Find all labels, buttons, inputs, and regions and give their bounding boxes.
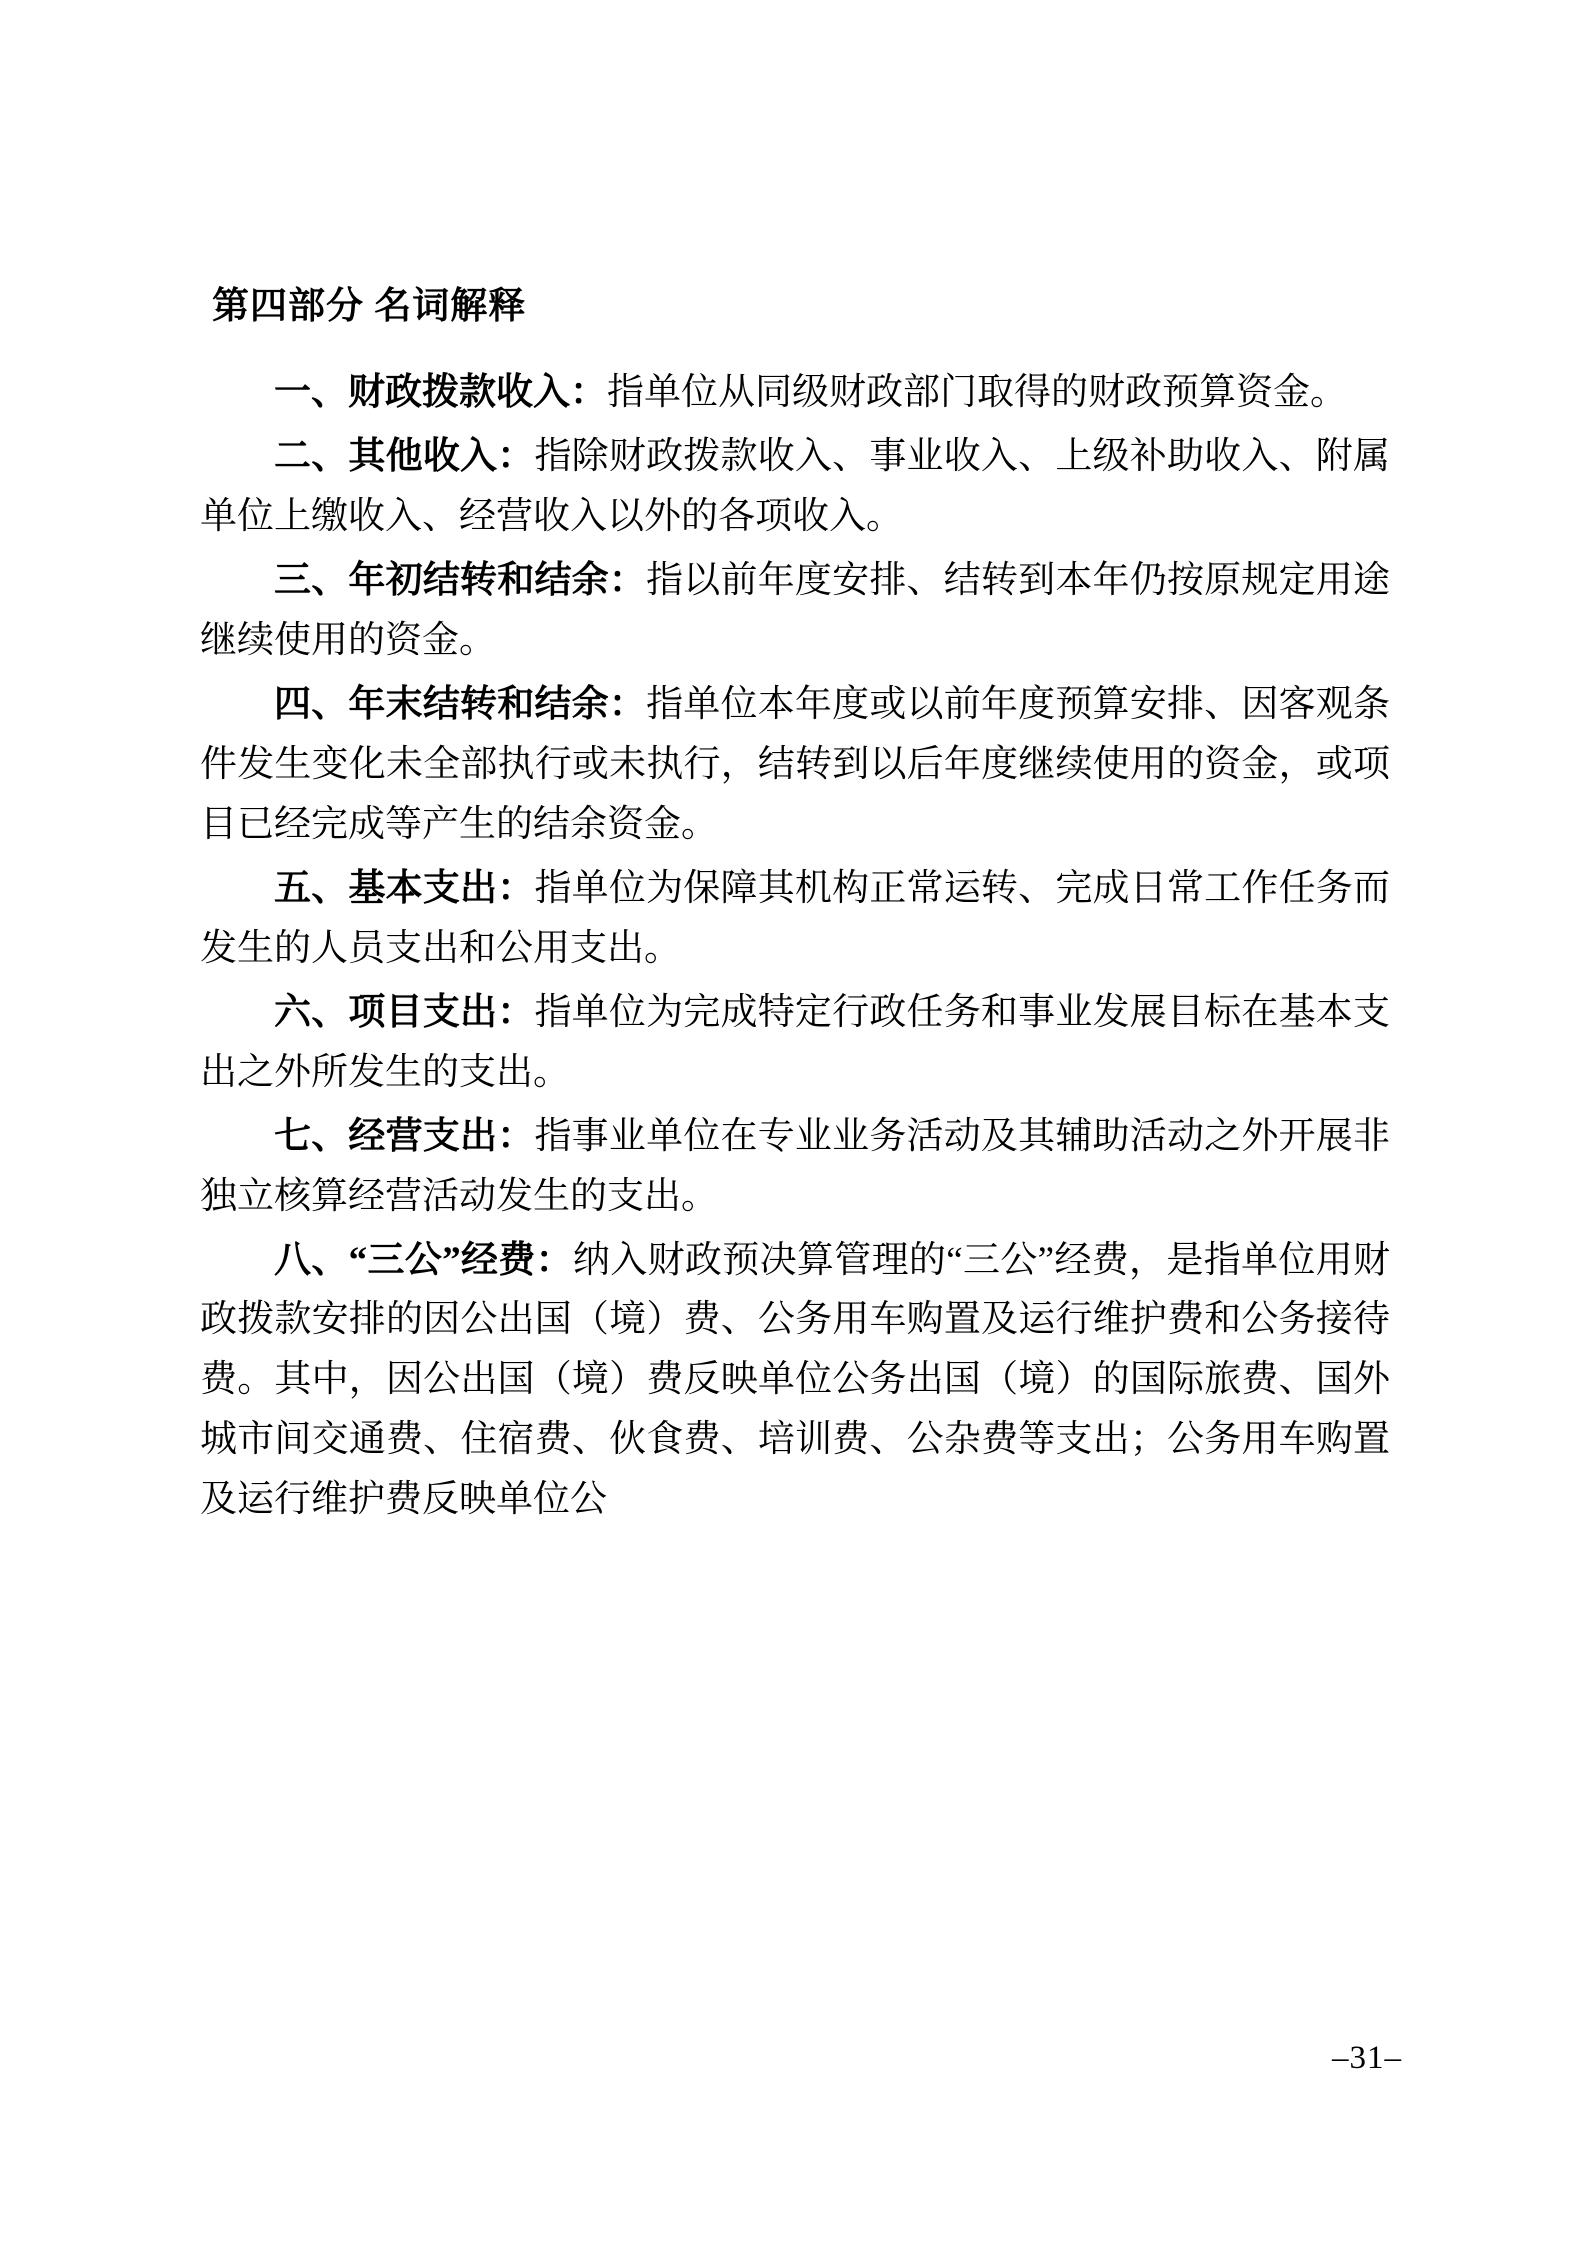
paragraph-item <box>200 551 1390 671</box>
paragraph-item <box>200 983 1390 1103</box>
term-label: 三、年初结转和结余： <box>274 560 647 602</box>
paragraph-item <box>200 1107 1390 1227</box>
term-definition: 纳入财政预决算管理的“三公”经费，是指单位用财政拨款安排的因公出国（境）费、公务用车购置及运行维护费和公务接待费。其中，因公出国（境）费反映单位公务出国（境）的国际旅费、国外城市间交通费、住宿费、伙食费、培训费、公杂费等支出；公务用车购置及运行维护费反映单位公 <box>200 1239 1391 1521</box>
term-label: 四、年末结转和结余： <box>274 684 647 726</box>
page-number: –31– <box>1332 2040 1402 2076</box>
term-definition: 指单位为完成特定行政任务和事业发展目标在基本支出之外所发生的支出。 <box>200 991 1391 1093</box>
term-label: 一、财政拨款收入： <box>274 372 607 414</box>
page-content <box>200 285 1390 1534</box>
paragraph-item <box>200 859 1390 979</box>
term-label: 六、项目支出： <box>274 991 535 1033</box>
paragraph-item <box>200 1231 1390 1531</box>
paragraph-item <box>200 427 1390 547</box>
term-label: 五、基本支出： <box>274 867 535 909</box>
term-definition: 指单位从同级财政部门取得的财政预算资金。 <box>607 372 1347 414</box>
term-definition: 指事业单位在专业业务活动及其辅助活动之外开展非独立核算经营活动发生的支出。 <box>200 1115 1391 1217</box>
paragraph-item <box>200 363 1390 423</box>
paragraph-item <box>200 675 1390 855</box>
term-definition: 指单位为保障其机构正常运转、完成日常工作任务而发生的人员支出和公用支出。 <box>200 867 1391 969</box>
term-label: 二、其他收入： <box>274 436 535 478</box>
term-label: 七、经营支出： <box>274 1115 535 1157</box>
term-definition: 指除财政拨款收入、事业收入、上级补助收入、附属单位上缴收入、经营收入以外的各项收入。 <box>200 436 1391 538</box>
term-definition: 指单位本年度或以前年度预算安排、因客观条件发生变化未全部执行或未执行，结转到以后年度继续使用的资金，或项目已经完成等产生的结余资金。 <box>200 684 1391 845</box>
term-label: 八、“三公”经费： <box>274 1239 573 1281</box>
term-definition: 指以前年度安排、结转到本年仍按原规定用途继续使用的资金。 <box>200 560 1391 662</box>
section-title: 第四部分 名词解释 <box>212 286 527 327</box>
